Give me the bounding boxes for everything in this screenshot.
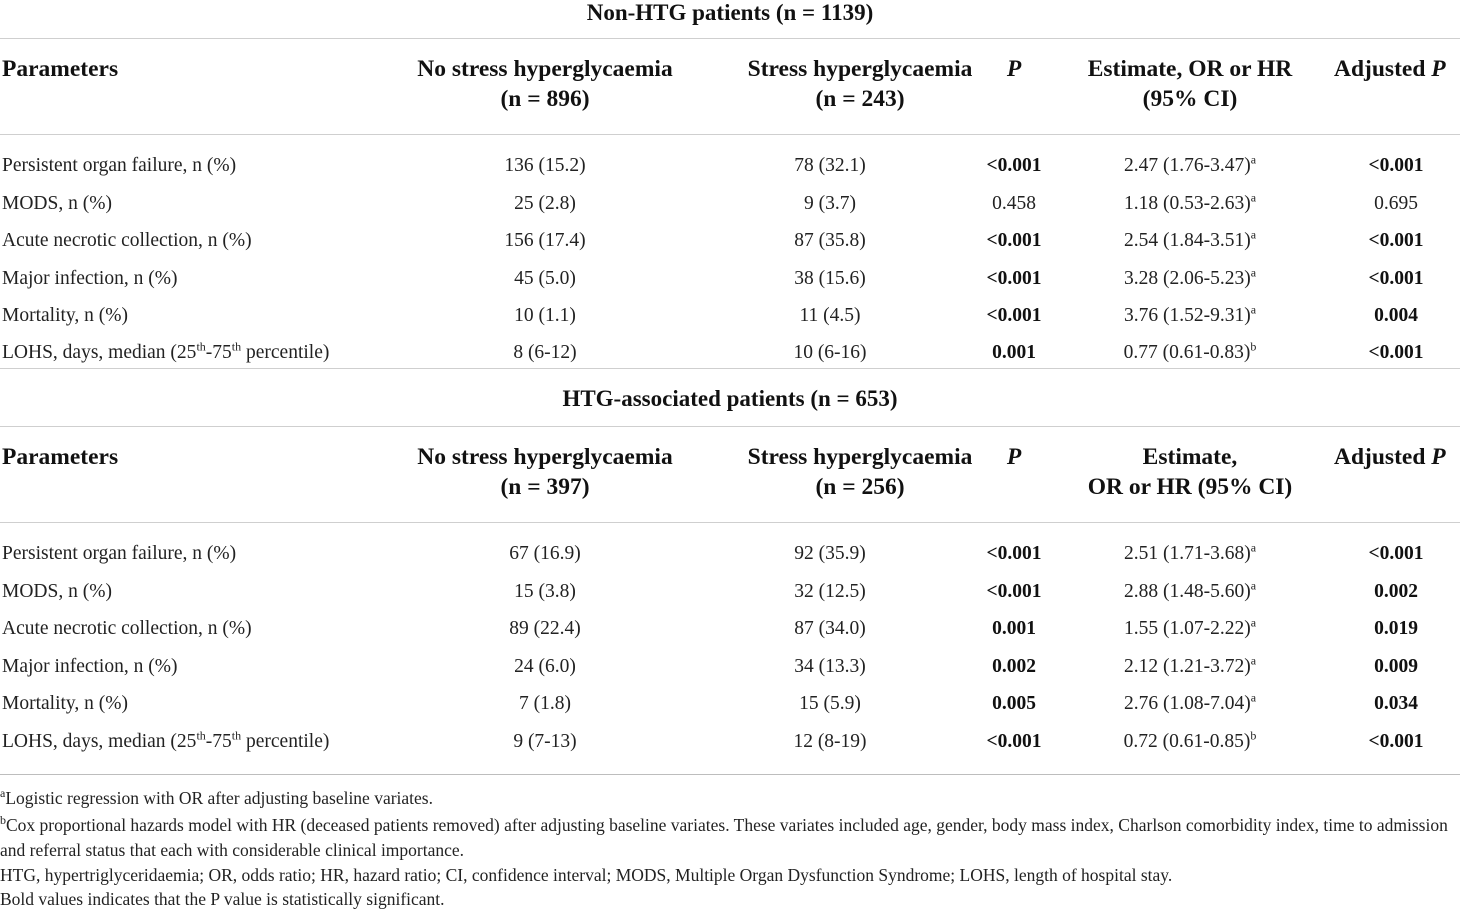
cell-estimate: 2.88 $(1.48-5.60)^a$ — [1123, 578, 1257, 602]
cell-no-stress: 24 (6.0) — [514, 656, 576, 677]
cell-p-value: <0.001 — [986, 731, 1042, 752]
cell-stress: 12 (8-19) — [793, 731, 867, 752]
header-adjusted-p: Adjusted P — [1334, 444, 1446, 470]
cell-p-value: 0.005 — [992, 693, 1036, 714]
header-parameters: Parameters — [2, 444, 119, 470]
cell-parameter: MODS, n (%) — [2, 193, 112, 214]
cell-no-stress: 9 (7-13) — [513, 731, 577, 752]
cell-adjusted-p: <0.001 — [1368, 230, 1424, 251]
cell-p-value: 0.458 — [992, 193, 1036, 214]
cell-parameter: LOHS, days, median (25th-75th percentile) — [2, 728, 330, 752]
cell-estimate: 3.28 $(2.06-5.23)^a$ — [1123, 265, 1257, 289]
footnote-abbreviations: HTG, hypertriglyceridaemia; OR, odds ratio; HR, hazard ratio; CI, confidence interval; MODS, Multiple Organ Dysfunction Syndrome; LOHS, length of hospital stay. — [0, 865, 1173, 885]
divider — [0, 134, 1460, 135]
header-no-stress: No stress hyperglycaemia (n = 896) — [417, 56, 673, 112]
cell-p-value: <0.001 — [986, 268, 1042, 289]
cell-parameter: MODS, n (%) — [2, 581, 112, 602]
cell-estimate: 1.18 $(0.53-2.63)^a$ — [1123, 190, 1257, 214]
cell-p-value: <0.001 — [986, 230, 1042, 251]
cell-stress: 87 (34.0) — [794, 618, 866, 639]
cell-p-value: <0.001 — [986, 581, 1042, 602]
divider — [0, 426, 1460, 427]
divider — [0, 38, 1460, 39]
cell-estimate: 2.47 $(1.76-3.47)^a$ — [1123, 152, 1257, 176]
cell-stress: 9 (3.7) — [804, 193, 856, 214]
cell-parameter: Major infection, n (%) — [2, 268, 178, 289]
cell-adjusted-p: 0.009 — [1374, 656, 1418, 677]
header-p: P — [1006, 444, 1022, 470]
cell-parameter: Persistent organ failure, n (%) — [2, 543, 237, 564]
cell-estimate: 3.76 $(1.52-9.31)^a$ — [1123, 302, 1257, 326]
cell-adjusted-p: <0.001 — [1368, 155, 1424, 176]
cell-parameter: Major infection, n (%) — [2, 656, 178, 677]
cell-no-stress: 67 (16.9) — [509, 543, 581, 564]
cell-parameter: Mortality, n (%) — [2, 693, 128, 714]
cell-parameter: Persistent organ failure, n (%) — [2, 155, 237, 176]
divider — [0, 774, 1460, 775]
header-p: P — [1006, 56, 1022, 82]
cell-no-stress: 8 (6-12) — [513, 342, 577, 363]
cell-adjusted-p: <0.001 — [1368, 731, 1424, 752]
cell-no-stress: 15 (3.8) — [514, 581, 576, 602]
cell-parameter: Acute necrotic collection, n (%) — [2, 618, 252, 639]
cell-adjusted-p: 0.695 — [1374, 193, 1418, 214]
cell-estimate: 1.55 $(1.07-2.22)^a$ — [1123, 615, 1257, 639]
footnote-bold-note: Bold values indicates that the P value is statistically significant. — [0, 889, 445, 909]
cell-stress: 78 (32.1) — [794, 155, 866, 176]
cell-parameter: Acute necrotic collection, n (%) — [2, 230, 252, 251]
cell-p-value: 0.001 — [992, 618, 1036, 639]
cell-adjusted-p: 0.034 — [1374, 693, 1418, 714]
cell-adjusted-p: <0.001 — [1368, 342, 1424, 363]
cell-estimate: 2.76 $(1.08-7.04)^a$ — [1123, 690, 1257, 714]
divider — [0, 368, 1460, 369]
cell-p-value: <0.001 — [986, 155, 1042, 176]
cell-adjusted-p: <0.001 — [1368, 543, 1424, 564]
cell-p-value: 0.002 — [992, 656, 1036, 677]
cell-parameter: Mortality, n (%) — [2, 305, 128, 326]
header-no-stress: No stress hyperglycaemia (n = 397) — [417, 444, 673, 500]
cell-stress: 38 (15.6) — [794, 268, 866, 289]
cell-estimate: 0.72 $(0.61-0.85)^b$ — [1123, 728, 1257, 752]
header-estimate: Estimate, OR or HR (95% CI) — [1087, 444, 1293, 500]
cell-estimate: 2.12 $(1.21-3.72)^a$ — [1123, 653, 1257, 677]
section-title-htg: HTG-associated patients (n = 653) — [562, 386, 898, 411]
header-adjusted-p: Adjusted P — [1334, 56, 1446, 82]
footnote-a: $^a$Logistic regression with OR after adjusting baseline variates. — [0, 786, 433, 808]
header-estimate: Estimate, OR or HR (95% CI) — [1087, 56, 1293, 112]
footnote-b: $^b$Cox proportional hazards model with HR (deceased patients removed) after adjusting baseline variates. These variates included age, gender, body mass index, Charlson comorbidity index, time to admission and referral status that each with considerable clinical importance. — [0, 813, 1448, 860]
cell-no-stress: 136 (15.2) — [504, 155, 586, 176]
cell-stress: 10 (6-16) — [793, 342, 867, 363]
cell-estimate: 0.77 $(0.61-0.83)^b$ — [1123, 339, 1257, 363]
cell-adjusted-p: <0.001 — [1368, 268, 1424, 289]
cell-stress: 15 (5.9) — [799, 693, 861, 714]
cell-stress: 87 (35.8) — [794, 230, 866, 251]
cell-p-value: <0.001 — [986, 543, 1042, 564]
cell-no-stress: 89 (22.4) — [509, 618, 581, 639]
cell-adjusted-p: 0.002 — [1374, 581, 1418, 602]
cell-no-stress: 25 (2.8) — [514, 193, 576, 214]
header-stress: Stress hyperglycaemia (n = 243) — [747, 56, 973, 112]
cell-parameter: LOHS, days, median (25th-75th percentile) — [2, 339, 330, 363]
cell-estimate: 2.51 $(1.71-3.68)^a$ — [1123, 540, 1257, 564]
cell-stress: 32 (12.5) — [794, 581, 866, 602]
cell-no-stress: 156 (17.4) — [504, 230, 586, 251]
cell-no-stress: 10 (1.1) — [514, 305, 576, 326]
header-stress: Stress hyperglycaemia (n = 256) — [747, 444, 973, 500]
cell-no-stress: 45 (5.0) — [514, 268, 576, 289]
cell-stress: 11 (4.5) — [799, 305, 861, 326]
cell-p-value: <0.001 — [986, 305, 1042, 326]
cell-adjusted-p: 0.004 — [1374, 305, 1418, 326]
cell-stress: 34 (13.3) — [794, 656, 866, 677]
section-title-non-htg: Non-HTG patients (n = 1139) — [586, 0, 874, 25]
cell-no-stress: 7 (1.8) — [519, 693, 571, 714]
divider — [0, 522, 1460, 523]
cell-stress: 92 (35.9) — [794, 543, 866, 564]
header-parameters: Parameters — [2, 56, 119, 82]
cell-adjusted-p: 0.019 — [1374, 618, 1418, 639]
cell-estimate: 2.54 $(1.84-3.51)^a$ — [1123, 227, 1257, 251]
cell-p-value: 0.001 — [992, 342, 1036, 363]
